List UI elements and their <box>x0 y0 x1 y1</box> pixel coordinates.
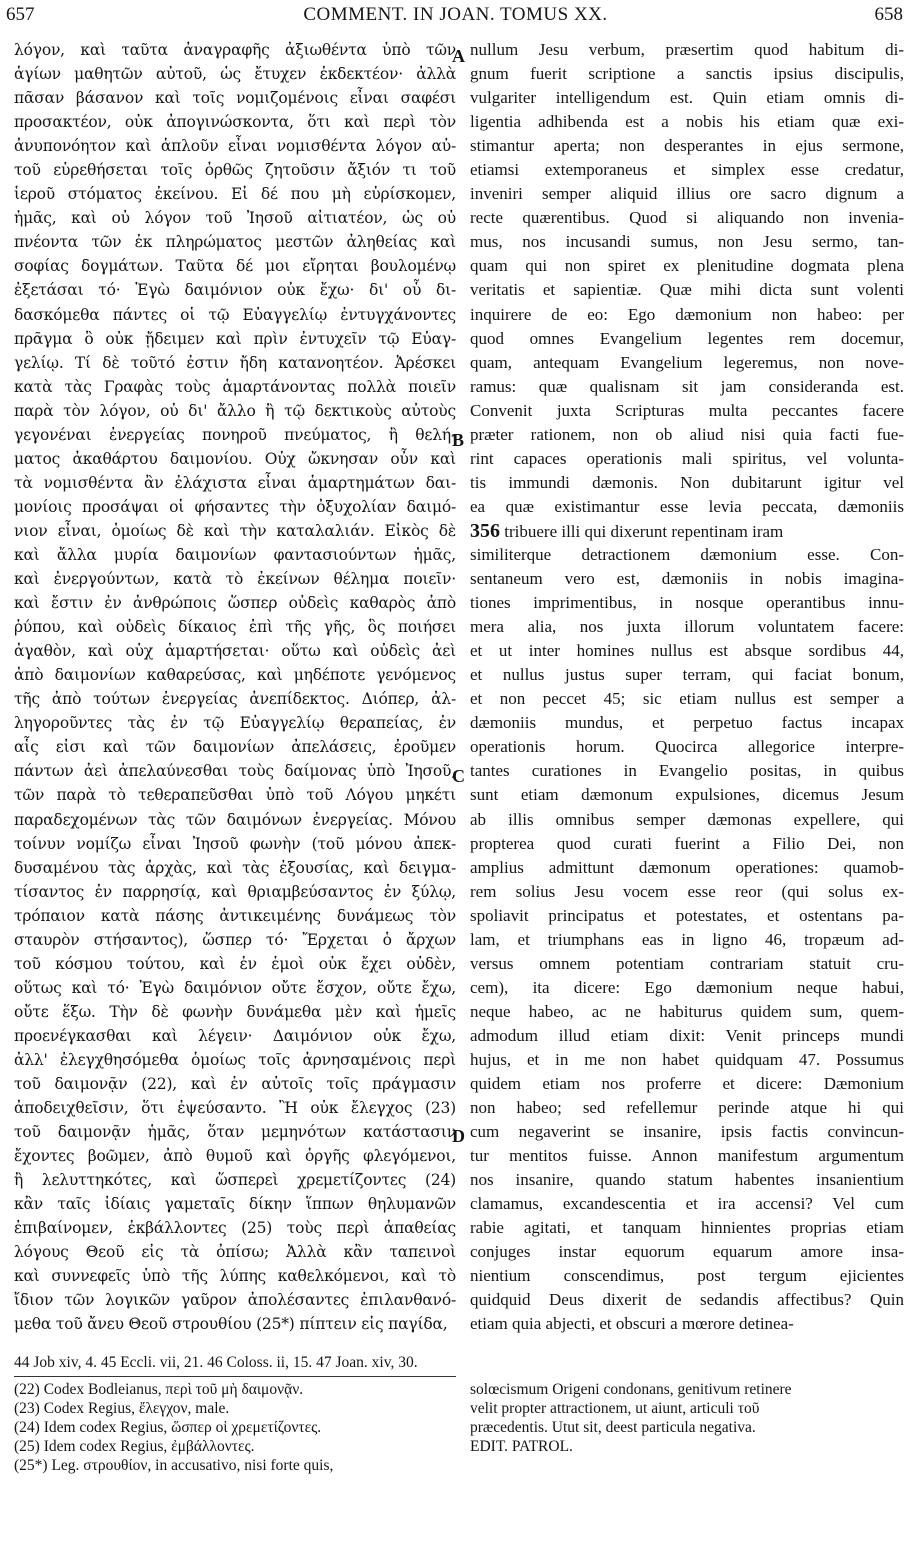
latin-line: lam, et triumphans eas in ligno 46, tropæum ad- <box>470 929 904 949</box>
greek-line: τρόπαιον κατὰ πάσης ἀντικειμένης δυνάμεως τὸν <box>14 906 456 925</box>
greek-line: οὕτως καὶ τό· Ἐγὼ δαιμόνιον οὔτε ἔσχον, οὔτε ἔχω, <box>14 978 456 997</box>
latin-line: rint capaces operationis mali spiritus, vel volunta- <box>470 448 904 468</box>
footnote-line: velit propter attractionem, ut aiunt, articuli τοῦ <box>470 1400 760 1417</box>
latin-line: operationis horum. Quocirca allegorice interpre- <box>470 737 904 757</box>
latin-line: tantes curationes in Evangelio positas, in quibus <box>470 761 904 781</box>
latin-line: nos insanire, quando statum habentes insanientium <box>470 1170 904 1190</box>
margin-letter-c: C <box>452 766 465 786</box>
greek-line: πᾶσαν βάσανον καὶ τοῖς νομιζομένοις εἶναι σαφέσι <box>14 89 456 108</box>
footnote-line: (25*) Leg. στρουθίον, in accusativo, nisi forte quis, <box>14 1457 334 1474</box>
footnote-line: (22) Codex Bodleianus, περὶ τοῦ μὴ δαιμονᾷν. <box>14 1381 304 1398</box>
footnote-divider <box>14 1376 456 1377</box>
latin-line: cem), ita dicere: Ego dæmonium neque habui, <box>470 977 904 997</box>
greek-line: κἂν ταῖς ἰδίαις γαμεταῖς δίκην ἵππων θηλυμανῶν <box>14 1195 456 1214</box>
greek-line: μεθα τοῦ ἄνευ Θεοῦ στρουθίου (25*) πίπτειν εἰς παγίδα, <box>14 1315 448 1334</box>
greek-line: ἐξετάσαι τό· Ἐγὼ δαιμόνιον οὐκ ἔχω· δι' οὗ δι- <box>14 281 456 300</box>
latin-line: tiones imprimentibus, in nosque operantibus innu- <box>470 593 904 613</box>
latin-line: tur mentitos fuisse. Annon manifestum argumentum <box>470 1146 904 1166</box>
left-page-number: 657 <box>6 4 35 25</box>
latin-line: quam qui non spiret ex plenitudine dogmata plena <box>470 256 904 276</box>
latin-line: vulgariter intelligendum est. Quin etiam omnis di- <box>470 88 904 108</box>
greek-line: ἔχοντες βοῶμεν, ἀπὸ θυμοῦ καὶ ὀργῆς φλεγόμενοι, <box>14 1147 456 1166</box>
latin-line: dæmoniis mundus, et perpetuo factus incapax <box>470 713 904 733</box>
latin-text-column <box>470 38 904 1337</box>
greek-line: καὶ ἐνεργούντων, κατὰ τὸ ἐκείνων θέλημα ποιεῖν· <box>14 570 456 589</box>
latin-line: amplius admittunt dæmonum operationes: quamob- <box>470 857 904 877</box>
greek-line: παραδεχομένων τὰς τῶν δαιμόνων ἐνεργείας. Μόνου <box>14 810 456 829</box>
latin-line: spoliavit principatus et potestates, et ostentans pa- <box>470 905 904 925</box>
greek-line: ἁγίων μαθητῶν αὐτοῦ, ὡς ἔτυχεν ἐκδεκτέον· ἀλλὰ <box>14 65 456 84</box>
greek-line: ἡμᾶς, καὶ οὐ λόγον τοῦ Ἰησοῦ αἰτιατέον, ὡς οὐ <box>14 209 456 228</box>
margin-letter-a: A <box>452 46 465 66</box>
footnote-line: (25) Idem codex Regius, ἐμβάλλοντες. <box>14 1438 255 1455</box>
greek-line: καὶ ἄλλα μυρία δαιμονίων φαντασιούντων ἡμᾶς, <box>14 545 456 564</box>
latin-line: hujus, et in me non habet quidquam 47. Possumus <box>470 1049 904 1069</box>
scripture-references: 44 Job xiv, 4. 45 Eccli. vii, 21. 46 Coloss. ii, 15. 47 Joan. xiv, 30. <box>14 1354 418 1371</box>
greek-line: μονίοις προσάψαι οἱ φήσαντες τὴν ὀξυχολίαν δαιμό- <box>14 497 456 516</box>
greek-line: δασκόμεθα πάντες οἱ τῷ Εὐαγγελίῳ ἐντυγχάνοντες <box>14 305 456 324</box>
page-header <box>0 0 911 40</box>
latin-line: quidem etiam nos proferre et dicere: Dæmonium <box>470 1074 904 1094</box>
latin-line: nientium conscendimus, post tergum ejicientes <box>470 1266 904 1286</box>
greek-line: νιον εἶναι, ὁμοίως δὲ καὶ τὴν καταλαλιάν. Εἰκὸς δὲ <box>14 521 456 540</box>
greek-line: ἀνυπονόητον καὶ ἁπλοῦν εἶναι νομισθέντα λόγον αὐ- <box>14 137 456 156</box>
margin-letter-b: B <box>452 430 465 450</box>
latin-line: gnum fuerit scriptione a sanctis ipsius discipulis, <box>470 64 904 84</box>
greek-line: τῆς ἀπὸ τούτων ἐνεργείας ἀνεπίδεκτος. Διόπερ, ἀλ- <box>14 690 456 709</box>
latin-line: clamamus, excandescentia et ira accensi? Vel cum <box>470 1194 904 1214</box>
greek-line: τοῦ εὑρεθήσεται τοῖς ὀρθῶς ζητοῦσιν ἄξιόν τι τοῦ <box>14 161 456 180</box>
greek-line: πάντων ἀεὶ ἀπελαύνεσθαι τοὺς δαίμονας ὑπὸ Ἰησοῦ, <box>14 762 456 781</box>
greek-text-column <box>14 38 456 1337</box>
greek-line: πρᾶγμα ὃ οὐκ ᾔδειμεν καὶ πρὶν ἐντυχεῖν τῷ Εὐαγ- <box>14 329 456 348</box>
column-marker: 356 <box>470 519 500 542</box>
greek-line: τοίνυν νομίζω εἶναι Ἰησοῦ φωνὴν (τοῦ μόνου ἀπεκ- <box>14 834 456 853</box>
greek-line: τὰ νομισθέντα ἂν ἐλάχιστα εἶναι ἁμαρτημάτων δαι- <box>14 473 456 492</box>
greek-line: γελίῳ. Τί δὲ τοῦτό ἐστιν ἤδη κατανοητέον. Ἀρέσκει <box>14 353 456 372</box>
latin-line: sunt etiam dæmonum expulsiones, dicemus Jesum <box>470 785 904 805</box>
running-title: COMMENT. IN JOAN. TOMUS XX. <box>303 4 608 25</box>
greek-line: ἐπιβαίνομεν, ἐκβάλλοντες (25) τοὺς περὶ ἀπαθείας <box>14 1219 456 1238</box>
greek-line: τίσαντος ἐν παρρησίᾳ, καὶ θριαμβεύσαντος ἐν ξύλῳ, <box>14 882 456 901</box>
greek-line: προενέγκασθαι καὶ λέγειν· Δαιμόνιον οὐκ ἔχω, <box>14 1026 456 1045</box>
greek-line: καὶ συννεφεῖς ὑπὸ τῆς λύπης καθελκόμενοι, καὶ τὸ <box>14 1267 456 1286</box>
greek-line: αἷς εἰσι καὶ τῶν δαιμονίων ἀπελάσεις, ἐροῦμεν <box>14 738 456 757</box>
latin-line: inquirere de eo: Ego dæmonium non habeo: per <box>470 304 904 324</box>
greek-line: ληγοροῦντες τὰς ἐν τῷ Εὐαγγελίῳ θεραπείας, ἐν <box>14 714 456 733</box>
latin-line: et nullus justus super terram, qui faciat bonum, <box>470 665 904 685</box>
latin-line: ligentia adhibenda est a nobis his etiam quæ exi- <box>470 112 904 132</box>
greek-line: λόγον, καὶ ταῦτα ἀναγραφῆς ἀξιωθέντα ὑπὸ τῶν <box>14 41 456 59</box>
latin-line: rabie agitati, et tanquam hinnientes proprias etiam <box>470 1218 904 1238</box>
footnote-line: EDIT. PATROL. <box>470 1438 573 1455</box>
latin-line: ramus: quæ qualisnam sit jam consideranda est. <box>470 376 904 396</box>
latin-line-with-marker <box>470 519 904 543</box>
latin-line: quidquid Deus dixerit de sedandis affectibus? Quin <box>470 1290 904 1310</box>
latin-line: non habeo; sed refellemur perinde atque hi qui <box>470 1098 904 1118</box>
greek-line: ματος ἀκαθάρτου δαιμονίου. Οὐχ ὤκνησαν οὖν καὶ <box>14 449 456 468</box>
latin-line: versus omnem potentiam contrariam statuit cru- <box>470 953 904 973</box>
greek-line: πνέοντα τῶν ἐκ πληρώματος μεστῶν ἀληθείας καὶ <box>14 233 456 252</box>
greek-line: σταυρὸν στήσαντος), ὥσπερ τό· Ἔρχεται ὁ ἄρχων <box>14 930 456 949</box>
latin-line: nullum Jesu verbum, præsertim quod habitum di- <box>470 40 904 59</box>
latin-line: quod omnes Evangelium legentes rem docemur, <box>470 328 904 348</box>
right-page-number: 658 <box>874 4 903 25</box>
latin-line: inveniri semper aliquid illius ore sacro dignum a <box>470 184 904 204</box>
greek-line: τοῦ δαιμονᾷν (22), καὶ ἐν αὐτοῖς τοῖς πράγμασιν <box>14 1075 456 1094</box>
footnotes-right <box>470 1380 904 1456</box>
greek-line: τοῦ δαιμονᾷν ἡμᾶς, ὅταν μεμηνότων κατάστασιν <box>14 1123 456 1142</box>
latin-line: quam, antequam Evangelium legeremus, non nove- <box>470 352 904 372</box>
greek-line: τοῦ κόσμου τούτου, καὶ ἐν ἐμοὶ οὐκ ἔχει οὐδὲν, <box>14 954 456 973</box>
latin-line: ab illis omnibus semper dæmonas expellere, qui <box>470 809 904 829</box>
latin-line: admodum illud etiam dixit: Venit princeps mundi <box>470 1025 904 1045</box>
latin-line: sentaneum vero est, dæmoniis in nobis imagina- <box>470 569 904 589</box>
greek-line: ἀπὸ δαιμονίων καθαρεύσας, καὶ μηδέποτε γενόμενος <box>14 666 456 685</box>
latin-line: etiam quia abjecti, et obscuri a mœrore detinea- <box>470 1314 794 1334</box>
greek-line: ἢ λελυττηκότες, καὶ ὥσπερεὶ χρεμετίζοντες (24) <box>14 1171 456 1190</box>
greek-line: καὶ ἔστιν ἐν ἀνθρώποις ὥσπερ οὐδεὶς καθαρὸς ἀπὸ <box>14 594 456 613</box>
latin-line: similiterque detractionem dæmonium esse. Con- <box>470 544 904 564</box>
latin-line: mera alia, nos juxta illorum voluntatem facere: <box>470 617 904 637</box>
latin-line: neque habeo, ac ne habiturus quidem sum, quem- <box>470 1001 904 1021</box>
greek-line: ἴδιον τῶν λογικῶν γαῦρον ἀπολέσαντες ἐπιλανθανό- <box>14 1291 456 1310</box>
greek-line: ἀγαθὸν, καὶ οὐχ ἁμαρτήσεται· οὕτω καὶ οὐδεὶς ἀεὶ <box>14 642 456 661</box>
footnote-line: solœcismum Origeni condonans, genitivum retinere <box>470 1381 792 1398</box>
latin-line: præter rationem, non ob aliud nisi quia facti fue- <box>470 424 904 444</box>
latin-line: rem solius Jesu vocem esse reor (qui solus ex- <box>470 881 904 901</box>
greek-line: οὔτε ἕξω. Τὴν δὲ φωνὴν δυνάμεθα μὲν καὶ ἡμεῖς <box>14 1002 456 1021</box>
footnote-line: (23) Codex Regius, ἔλεγχον, male. <box>14 1400 230 1417</box>
latin-line: Convenit juxta Scripturas multa peccantes facere <box>470 400 904 420</box>
greek-line: δυσαμένου τὰς ἀρχὰς, καὶ τὰς ἐξουσίας, καὶ δειγμα- <box>14 858 456 877</box>
greek-line: σοφίας δογμάτων. Ταῦτα δέ μοι εἴρηται βουλομένῳ <box>14 257 456 276</box>
greek-line: ἀλλ' ἐλεγχθησόμεθα ὁμοίως τοῖς ἀρνησαμένοις περὶ <box>14 1050 456 1069</box>
latin-line: etiamsi extemporaneus et simplex esse credatur, <box>470 160 904 180</box>
greek-line: ῥύπου, καὶ οὐδεὶς δίκαιος ἐπὶ τῆς γῆς, ὃς ποιήσει <box>14 618 456 637</box>
greek-line: γεγονέναι ἐνεργείας πονηροῦ πνεύματος, ἢ θελή- <box>14 425 456 444</box>
greek-line: κατὰ τὰς Γραφὰς τοὺς ἁμαρτάνοντας πολλὰ ποιεῖν <box>14 377 456 396</box>
latin-line: conjuges instar equorum equarum amore insa- <box>470 1242 904 1262</box>
footnotes-left <box>14 1380 456 1475</box>
greek-line: παρὰ τὸν λόγον, οὐ δι' ἄλλο ἢ τῷ δεκτικοὺς αὐτοὺς <box>14 401 456 420</box>
latin-line: veritatis et sapientiæ. Quæ mihi dicta sunt volenti <box>470 280 904 300</box>
latin-line: cum negaverint se insanire, ipsis factis convincun- <box>470 1122 904 1142</box>
latin-line: recte quærentibus. Quod si aliquando non invenia- <box>470 208 904 228</box>
latin-line: tis immundi dæmonis. Non dubitarunt igitur vel <box>470 472 904 492</box>
latin-line: propterea quod curati fuerint a Filio Dei, non <box>470 833 904 853</box>
footnote-line: (24) Idem codex Regius, ὥσπερ οἱ χρεμετίζοντες. <box>14 1419 322 1436</box>
latin-line: et ut inter homines nullus est absque sordibus 44, <box>470 641 904 661</box>
margin-letter-d: D <box>452 1126 465 1146</box>
greek-line: προσακτέον, οὐκ ἀπογινώσκοντα, ὅτι καὶ περὶ τὸν <box>14 113 456 132</box>
latin-line: mus, nos incusandi sumus, non Jesu sermo, tan- <box>470 232 904 252</box>
greek-line: ἀποδειχθεῖσιν, ὅτι ἐψεύσαντο. Ἢ οὐκ ἔλεγχος (23) <box>14 1099 456 1118</box>
greek-line: ἱεροῦ στόματος ἐκείνου. Εἰ δέ που μὴ εὑρίσκομεν, <box>14 185 456 204</box>
latin-line: et non peccet 45; sic etiam nullus est semper a <box>470 689 904 709</box>
latin-line: ea quæ existimantur esse levia peccata, dæmoniis <box>470 496 904 516</box>
latin-line-text: tribuere illi qui dixerunt repentinam iram <box>504 521 784 541</box>
latin-line: stimantur aperta; non desperantes in ejus sermone, <box>470 136 904 156</box>
greek-line: τῶν παρὰ τὸ τεθεραπεῦσθαι ὑπὸ τοῦ Λόγου μηκέτι <box>14 786 456 805</box>
greek-line: λόγους Θεοῦ εἰς τὰ ὀπίσω; Ἀλλὰ κἂν ταπεινοὶ <box>14 1243 456 1262</box>
footnote-line: præcedentis. Utut sit, deest particula negativa. <box>470 1419 756 1436</box>
